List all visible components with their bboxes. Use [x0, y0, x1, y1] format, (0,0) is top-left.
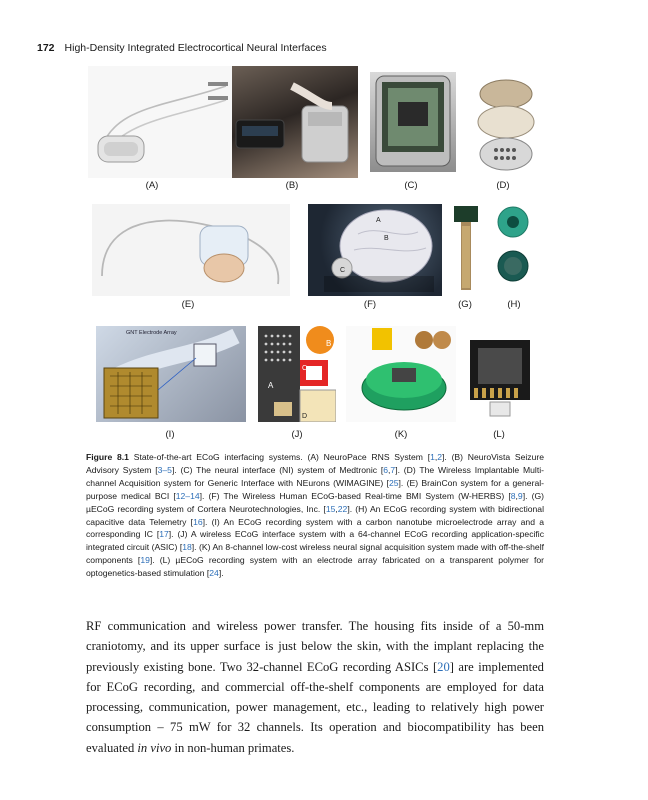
photo-h-capacitive-telemetry: [494, 204, 532, 296]
caption-text-segment: ].: [218, 568, 224, 579]
caption-citation-link[interactable]: 17: [159, 529, 169, 540]
chapter-title: High-Density Integrated Electrocortical Neural Interfaces: [64, 42, 327, 54]
panel-label-j: (J): [291, 429, 303, 440]
body-text-segment: ] are implemented for ECoG recording, and commercial off-the-shelf components are employed for data processing, communication, power management, etc., leading to relatively high power consumption – 75 mW for 32 channels. Its operation and biocompatibility has been evaluated: [86, 659, 544, 755]
caption-citation-link[interactable]: 16: [193, 516, 203, 527]
caption-text-segment: ]. (L) µECoG recording system with an electrode array fabricated on a transparent polymer for optogenetics-based stimulation [: [86, 555, 545, 579]
photo-f-marker-a: A: [376, 217, 381, 224]
photo-i-cnt-array: [96, 326, 246, 422]
caption-text-segment: ,: [388, 464, 391, 475]
caption-text-segment: ]. (C) The neural interface (NI) system of Medtronic [: [171, 464, 384, 475]
caption-citation-link[interactable]: 9: [517, 490, 523, 501]
photo-f-w-herbs: [308, 204, 442, 296]
body-paragraph: [86, 616, 544, 758]
photo-j-marker-c: C: [302, 365, 308, 372]
caption-text-segment: State-of-the-art ECoG interfacing systems. (A) NeuroPace RNS System [: [133, 452, 431, 462]
panel-label-c: (C): [404, 180, 418, 191]
caption-text-segment: ]. (G) µECoG recording system of Cortera Neurotechnologies, Inc. [: [86, 490, 545, 514]
caption-citation-link[interactable]: 25: [388, 477, 399, 488]
running-head: [37, 42, 327, 54]
caption-citation-link[interactable]: 6: [383, 464, 389, 475]
panel-label-d: (D): [496, 180, 510, 191]
caption-citation-link[interactable]: 22: [337, 503, 348, 514]
photo-l-transparent-ecog: [466, 326, 534, 422]
caption-citation-link[interactable]: 7: [390, 464, 396, 475]
caption-text-segment: ,: [434, 452, 438, 462]
panel-label-i: (I): [165, 429, 175, 440]
photo-d-wimagine: [474, 70, 538, 176]
caption-text-segment: ]. (K) An 8-channel low-cost wireless neural signal acquisition system made with off-the-shelf components [: [86, 542, 545, 566]
caption-text-segment: ]. (I) An ECoG recording system with a carbon nanotube microelectrode array and a corresponding IC [: [86, 516, 544, 540]
photo-f-marker-c: C: [340, 267, 346, 274]
caption-text-segment: ,: [335, 503, 338, 514]
caption-citation-link[interactable]: 2: [437, 452, 443, 462]
panel-label-h: (H): [507, 299, 521, 310]
caption-citation-link[interactable]: 12–14: [175, 490, 200, 501]
caption-text: [86, 452, 544, 578]
panel-label-l: (L): [493, 429, 505, 440]
panel-label-f: (F): [363, 299, 377, 310]
caption-text-segment: ]. (H) An ECoG recording system with bidirectional capacitive data Telemetry [: [86, 503, 544, 527]
caption-citation-link[interactable]: 19: [140, 555, 150, 566]
panel-label-k: (K): [394, 429, 408, 440]
caption-text-segment: ]. (F) The Wireless Human ECoG-based Real-time BMI System (W-HERBS) [: [199, 490, 511, 501]
photo-c-medtronic-ni: [370, 72, 456, 172]
photo-j-marker-d: D: [302, 413, 308, 420]
figure-caption: [86, 451, 544, 580]
body-citation-link[interactable]: 20: [437, 659, 450, 674]
photo-k-8ch-wireless: [346, 326, 456, 422]
caption-citation-link[interactable]: 18: [182, 542, 192, 553]
caption-citation-link[interactable]: 15: [325, 503, 336, 514]
caption-text-segment: ]. (D) The Wireless Implantable Multi-channel Acquisition system for Generic Interface with NEurons (WIMAGINE) [: [86, 464, 544, 488]
caption-citation-link[interactable]: 24: [209, 568, 219, 579]
photo-j-64ch-asic: [258, 326, 336, 422]
caption-citation-link[interactable]: 1: [430, 452, 435, 462]
page-number: 172: [37, 42, 55, 54]
photo-j-marker-a: A: [268, 381, 274, 390]
photo-e-braincon: [92, 204, 290, 296]
panel-label-e: (E): [181, 299, 195, 310]
panel-label-a: (A): [145, 180, 159, 191]
photo-g-cortera: [452, 204, 480, 296]
body-text-segment: in non-human primates.: [171, 740, 295, 755]
photo-i-label: GNT Electrode Array: [126, 330, 177, 336]
caption-text-segment: ]. (J) A wireless ECoG interface system with a 64-channel ECoG recording application-specific integrated circuit (ASIC) [: [86, 529, 544, 553]
photo-a-neuropace-device: [88, 66, 236, 178]
caption-text-segment: ]. (E) BrainCon system for a general-purpose medical BCI [: [86, 477, 544, 501]
caption-citation-link[interactable]: 3–5: [157, 464, 172, 475]
body-text-segment: RF communication and wireless power transfer. The housing fits inside of a 50-mm craniotomy, and its upper surface is just below the skin, with the implant replacing the previously existing bone. Two 32-channel ECoG recording ASICs [: [86, 619, 544, 674]
photo-f-marker-b: B: [384, 235, 389, 242]
photo-b-neurovista-system: [232, 66, 358, 178]
panel-label-g: (G): [458, 299, 472, 310]
caption-text-segment: ]. (B) NeuroVista Seizure Advisory System [: [86, 452, 545, 475]
panel-label-b: (B): [285, 180, 299, 191]
caption-text-segment: ,: [515, 490, 518, 501]
body-italic-text: in vivo: [137, 740, 172, 755]
figure-label: Figure 8.1: [86, 452, 129, 462]
photo-j-marker-b: B: [326, 339, 332, 348]
caption-citation-link[interactable]: 8: [510, 490, 516, 501]
